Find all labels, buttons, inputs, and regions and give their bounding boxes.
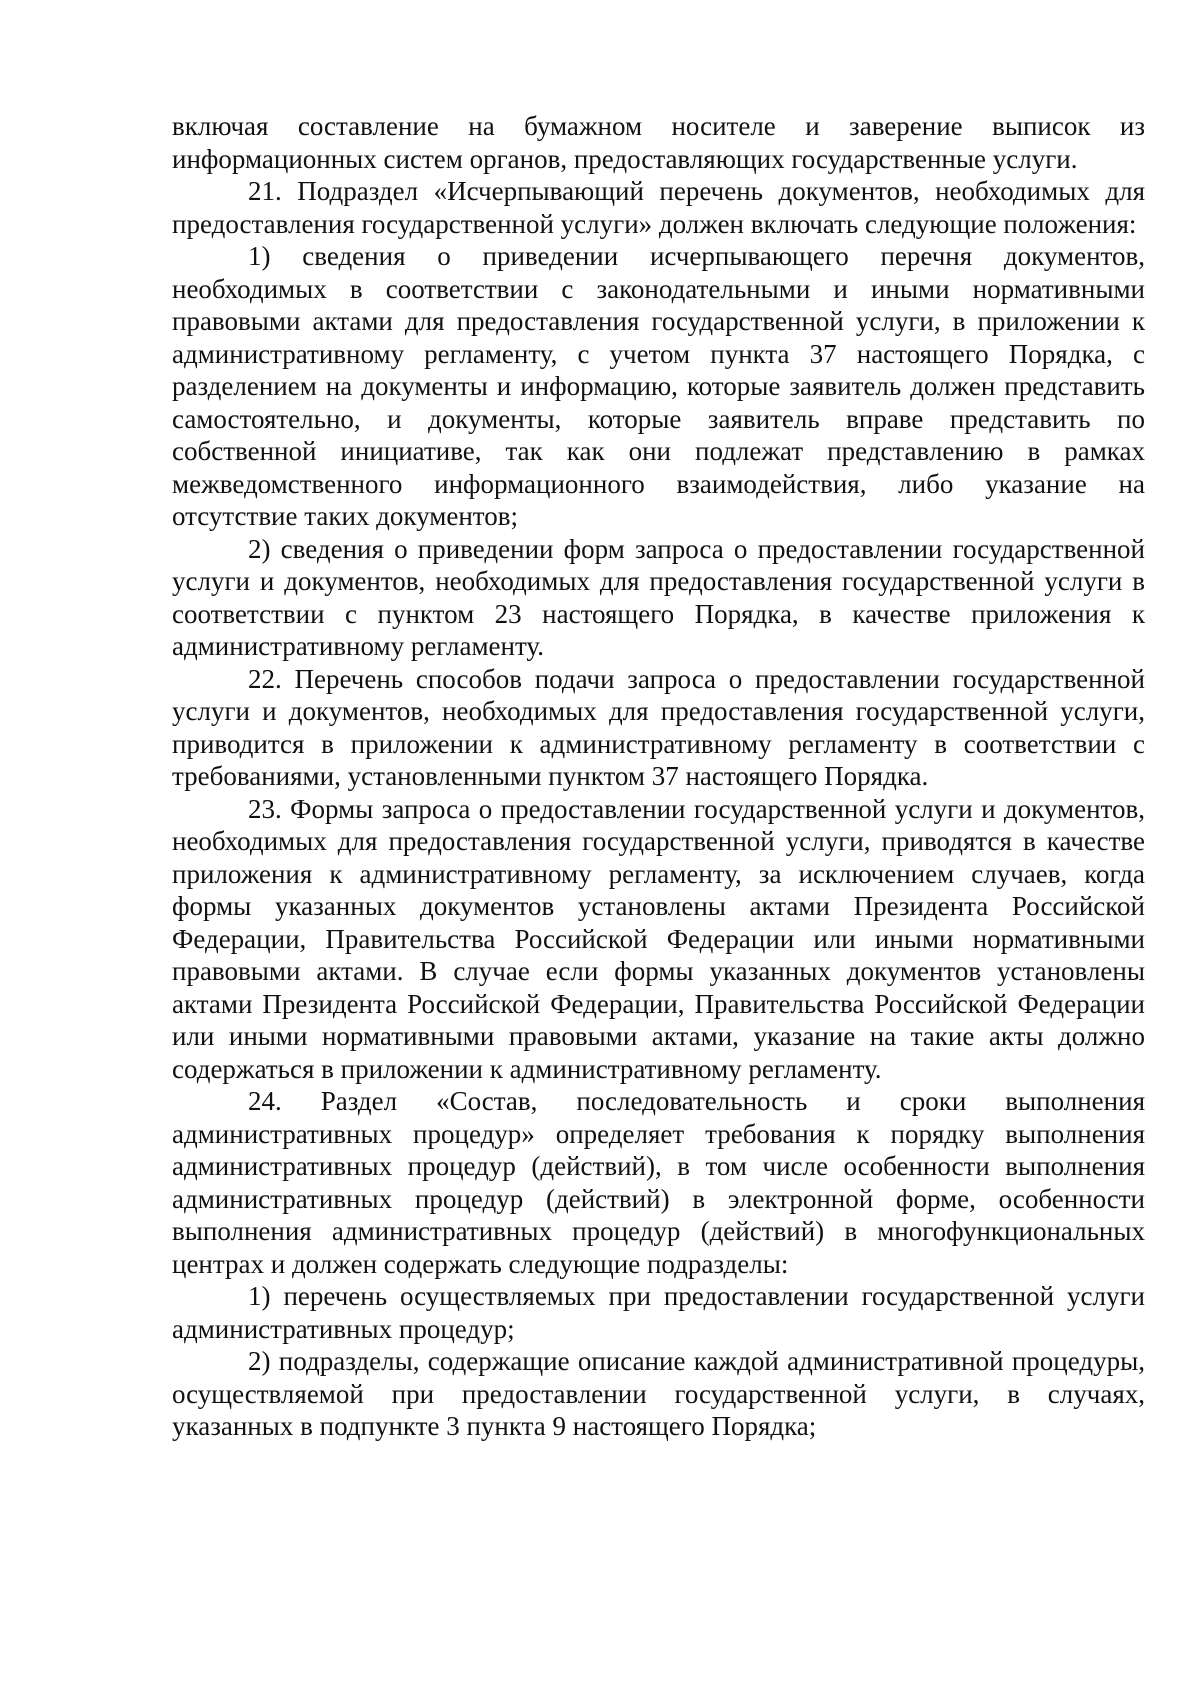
paragraph-22: 22. Перечень способов подачи запроса о предоставлении государственной услуги и документов, необходимых для предоставления государственной услуги, приводится в приложении к административному регламенту в соответствии с требованиями, установленными пунктом 37 настоящего Порядка. (172, 663, 1145, 791)
paragraph-24-item-1: 1) перечень осуществляемых при предоставлении государственной услуги административных процедур; (172, 1281, 1145, 1344)
paragraph-21-item-2: 2) сведения о приведении форм запроса о предоставлении государственной услуги и документов, необходимых для предоставления государственной услуги в соответствии с пунктом 23 настоящего Порядка, в качестве приложения к административному регламенту. (172, 533, 1145, 661)
paragraph-continuation: включая составление на бумажном носителе и заверение выписок из информационных систем органов, предоставляющих государственные услуги. (172, 111, 1145, 174)
paragraph-21: 21. Подраздел «Исчерпывающий перечень документов, необходимых для предоставления государственной услуги» должен включать следующие положения: (172, 176, 1145, 239)
document-page (172, 110, 1145, 1443)
paragraph-21-item-1: 1) сведения о приведении исчерпывающего перечня документов, необходимых в соответствии с законодательными и иными нормативными правовыми актами для предоставления государственной услуги, в приложении к административному регламенту, с учетом пункта 37 настоящего Порядка, с разделением на документы и информацию, которые заявитель должен представить самостоятельно, и документы, которые заявитель вправе представить по собственной инициативе, так как они подлежат представлению в рамках межведомственного информационного взаимодействия, либо указание на отсутствие таких документов; (172, 241, 1145, 531)
paragraph-24-item-2: 2) подразделы, содержащие описание каждой административной процедуры, осуществляемой при предоставлении государственной услуги, в случаях, указанных в подпункте 3 пункта 9 настоящего Порядка; (172, 1346, 1145, 1441)
paragraph-23: 23. Формы запроса о предоставлении государственной услуги и документов, необходимых для предоставления государственной услуги, приводятся в качестве приложения к административному регламенту, за исключением случаев, когда формы указанных документов установлены актами Президента Российской Федерации, Правительства Российской Федерации или иными нормативными правовыми актами. В случае если формы указанных документов установлены актами Президента Российской Федерации, Правительства Российской Федерации или иными нормативными правовыми актами, указание на такие акты должно содержаться в приложении к административному регламенту. (172, 793, 1145, 1084)
paragraph-24: 24. Раздел «Состав, последовательность и сроки выполнения административных процедур» определяет требования к порядку выполнения административных процедур (действий), в том числе особенности выполнения административных процедур (действий) в электронной форме, особенности выполнения административных процедур (действий) в многофункциональных центрах и должен содержать следующие подразделы: (172, 1086, 1145, 1279)
